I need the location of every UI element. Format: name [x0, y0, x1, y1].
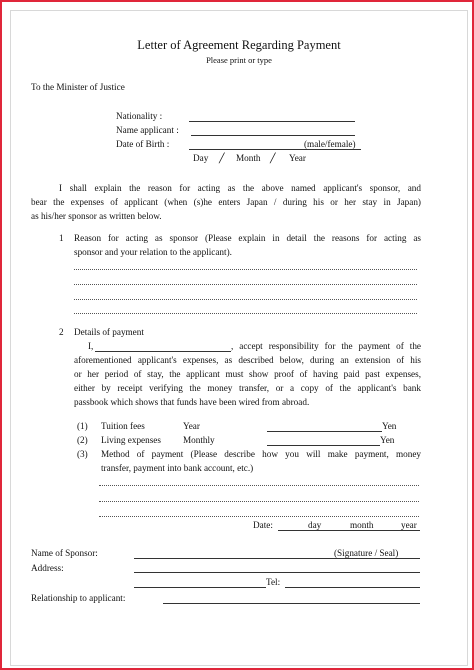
sponsor-name-inline-field[interactable]	[95, 351, 231, 352]
reason-line[interactable]	[74, 313, 417, 314]
date-of-birth-field[interactable]	[189, 149, 361, 150]
intro-line: as his/her sponsor as written below.	[31, 211, 162, 221]
tel-label: Tel:	[266, 577, 281, 587]
item-unit: Yen	[382, 421, 397, 431]
relationship-field[interactable]	[163, 603, 420, 604]
payment-text: passbook which shows that funds have been wired from abroad.	[74, 397, 310, 407]
tuition-amount-field[interactable]	[267, 431, 382, 432]
item-label: Living expenses	[101, 435, 161, 445]
date-label: Date:	[253, 520, 273, 530]
address-field[interactable]	[134, 572, 420, 573]
item-unit: Yen	[380, 435, 395, 445]
payment-text: either by receipt verifying the money transfer, or a copy of the applicant's bank	[74, 383, 421, 393]
payment-method-line[interactable]	[99, 516, 419, 517]
dob-day-label: Day	[193, 153, 209, 163]
section2-heading: Details of payment	[74, 327, 144, 337]
date-field[interactable]	[278, 530, 420, 531]
page-subtitle: Please print or type	[206, 55, 272, 65]
item-label: Tuition fees	[101, 421, 145, 431]
name-applicant-label: Name applicant :	[116, 125, 179, 135]
form-page	[10, 10, 468, 666]
nationality-field[interactable]	[189, 121, 355, 122]
living-expenses-amount-field[interactable]	[267, 445, 380, 446]
intro-line: I shall explain the reason for acting as the above named applicant's sponsor, and	[59, 183, 421, 193]
payment-text: , accept responsibility for the payment of the	[231, 341, 421, 351]
section-number: 2	[59, 327, 64, 337]
item-number: (1)	[77, 421, 88, 431]
signature-seal-label: (Signature / Seal)	[334, 548, 399, 558]
item-number: (3)	[77, 449, 88, 459]
section-number: 1	[59, 233, 64, 243]
item-period: Monthly	[183, 435, 215, 445]
reason-line[interactable]	[74, 269, 417, 270]
payment-method-line[interactable]	[99, 501, 419, 502]
dob-month-label: Month	[236, 153, 261, 163]
item-period: Year	[183, 421, 200, 431]
date-month-label: month	[350, 520, 374, 530]
sex-label: (male/female)	[304, 139, 356, 149]
date-day-label: day	[308, 520, 322, 530]
nationality-label: Nationality :	[116, 111, 163, 121]
section1-text: Reason for acting as sponsor (Please explain in detail the reasons for acting as	[74, 233, 421, 243]
reason-line[interactable]	[74, 299, 417, 300]
tel-field[interactable]	[285, 587, 420, 588]
date-of-birth-label: Date of Birth :	[116, 139, 170, 149]
dob-year-label: Year	[289, 153, 306, 163]
payment-method-text: transfer, payment into bank account, etc.)	[101, 463, 254, 473]
sponsor-name-label: Name of Sponsor:	[31, 548, 98, 558]
section1-text: sponsor and your relation to the applicant).	[74, 247, 232, 257]
page-title: Letter of Agreement Regarding Payment	[137, 38, 341, 52]
intro-line: bear the expenses of applicant (when (s)he enters Japan / during his or her stay in Japan)	[31, 197, 421, 207]
reason-line[interactable]	[74, 284, 417, 285]
address-label: Address:	[31, 563, 64, 573]
item-number: (2)	[77, 435, 88, 445]
dob-separator: ╱	[270, 153, 276, 163]
name-applicant-field[interactable]	[191, 135, 355, 136]
payment-method-line[interactable]	[99, 485, 419, 486]
relationship-label: Relationship to applicant:	[31, 593, 126, 603]
payment-text: or her period of stay, the applicant must show proof of having paid past expenses,	[74, 369, 421, 379]
sponsor-name-field[interactable]	[134, 558, 420, 559]
payment-text: aforementioned applicant's expenses, as described below, during an extension of his	[74, 355, 421, 365]
payment-text-start: I,	[88, 341, 94, 351]
payment-method-text: Method of payment (Please describe how you will make payment, money	[101, 449, 421, 459]
date-year-label: year	[401, 520, 417, 530]
addressee: To the Minister of Justice	[31, 82, 125, 92]
address-field-second[interactable]	[134, 587, 266, 588]
dob-separator: ╱	[219, 153, 225, 163]
